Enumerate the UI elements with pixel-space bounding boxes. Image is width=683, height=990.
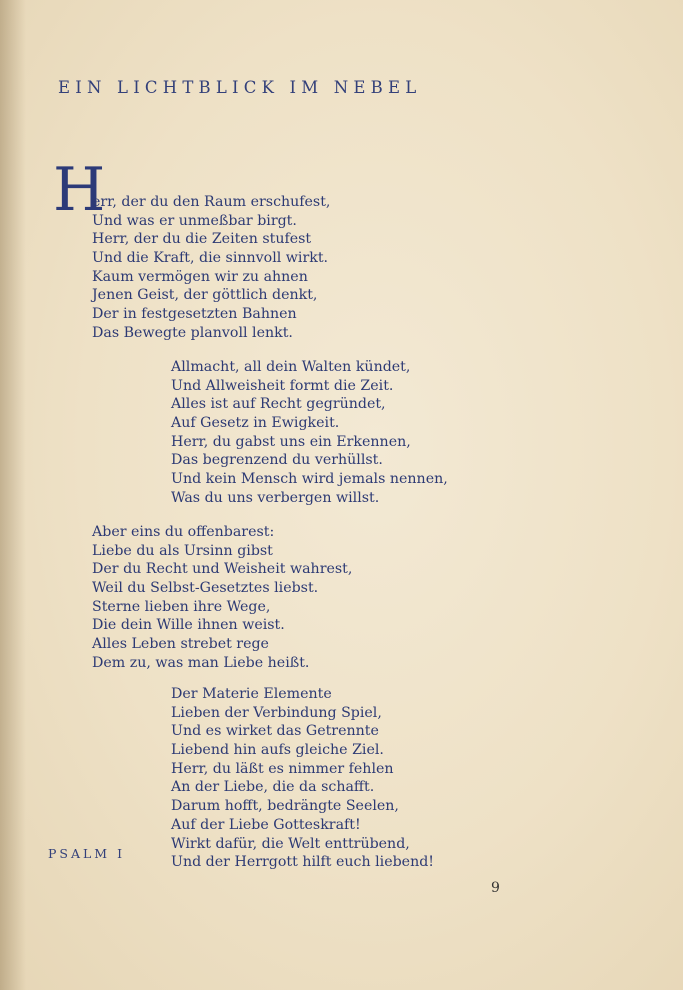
verse-line: Und was er unmeßbar birgt. [92,212,297,229]
verse-line: Lieben der Verbindung Spiel, [171,704,382,721]
verse-line: Und die Kraft, die sinnvoll wirkt. [92,250,329,267]
psalm-label: PSALM I [48,846,126,861]
verse-line: Was du uns verbergen willst. [171,489,380,506]
verse-line: Jenen Geist, der göttlich denkt, [92,287,318,304]
verse-line: Das begrenzend du verhüllst. [171,452,383,469]
verse-line: Darum hofft, bedrängte Seelen, [171,798,399,815]
verse-line: Der du Recht und Weisheit wahrest, [92,561,353,578]
verse-line: Auf Gesetz in Ewigkeit. [171,415,340,432]
verse-line: Dem zu, was man Liebe heißt. [92,654,310,671]
verse-line: Die dein Wille ihnen weist. [92,617,285,634]
stanza-3 [92,523,352,673]
verse-line: Auf der Liebe Gotteskraft! [171,816,361,833]
verse-line: Weil du Selbst-Gesetztes liebst. [92,580,319,597]
verse-line: err, der du den Raum erschufest, [92,194,331,210]
verse-line: Liebend hin aufs gleiche Ziel. [171,742,384,759]
stanza-2 [171,358,448,508]
verse-line: Und der Herrgott hilft euch liebend! [171,854,434,871]
verse-line: Der Materie Elemente [171,686,332,702]
verse-line: Und kein Mensch wird jemals nennen, [171,471,448,488]
verse-line: Aber eins du offenbarest: [92,524,275,540]
verse-line: Alles Leben strebet rege [92,636,269,653]
verse-line: Und Allweisheit formt die Zeit. [171,377,394,394]
verse-line: Allmacht, all dein Walten kündet, [171,359,411,375]
spine-shadow [0,0,26,990]
verse-line: Sterne lieben ihre Wege, [92,598,271,615]
drop-cap: H [53,155,106,225]
verse-line: Und es wirket das Getrennte [171,723,379,740]
verse-line: Herr, der du die Zeiten stufest [92,231,312,248]
verse-line: Wirkt dafür, die Welt enttrübend, [171,835,410,852]
verse-line: Herr, du gabst uns ein Erkennen, [171,433,411,450]
verse-line: Das Bewegte planvoll lenkt. [92,324,293,341]
page-number: 9 [491,880,500,896]
verse-line: Liebe du als Ursinn gibst [92,542,273,559]
verse-line: Herr, du läßt es nimmer fehlen [171,760,394,777]
verse-line: An der Liebe, die da schafft. [171,779,375,796]
verse-line: Der in festgesetzten Bahnen [92,306,297,323]
verse-line: Kaum vermögen wir zu ahnen [92,268,308,285]
stanza-1 [92,193,330,343]
poem-title: EIN LICHTBLICK IM NEBEL [58,78,422,97]
stanza-4 [171,685,434,872]
verse-line: Alles ist auf Recht gegründet, [171,396,386,413]
